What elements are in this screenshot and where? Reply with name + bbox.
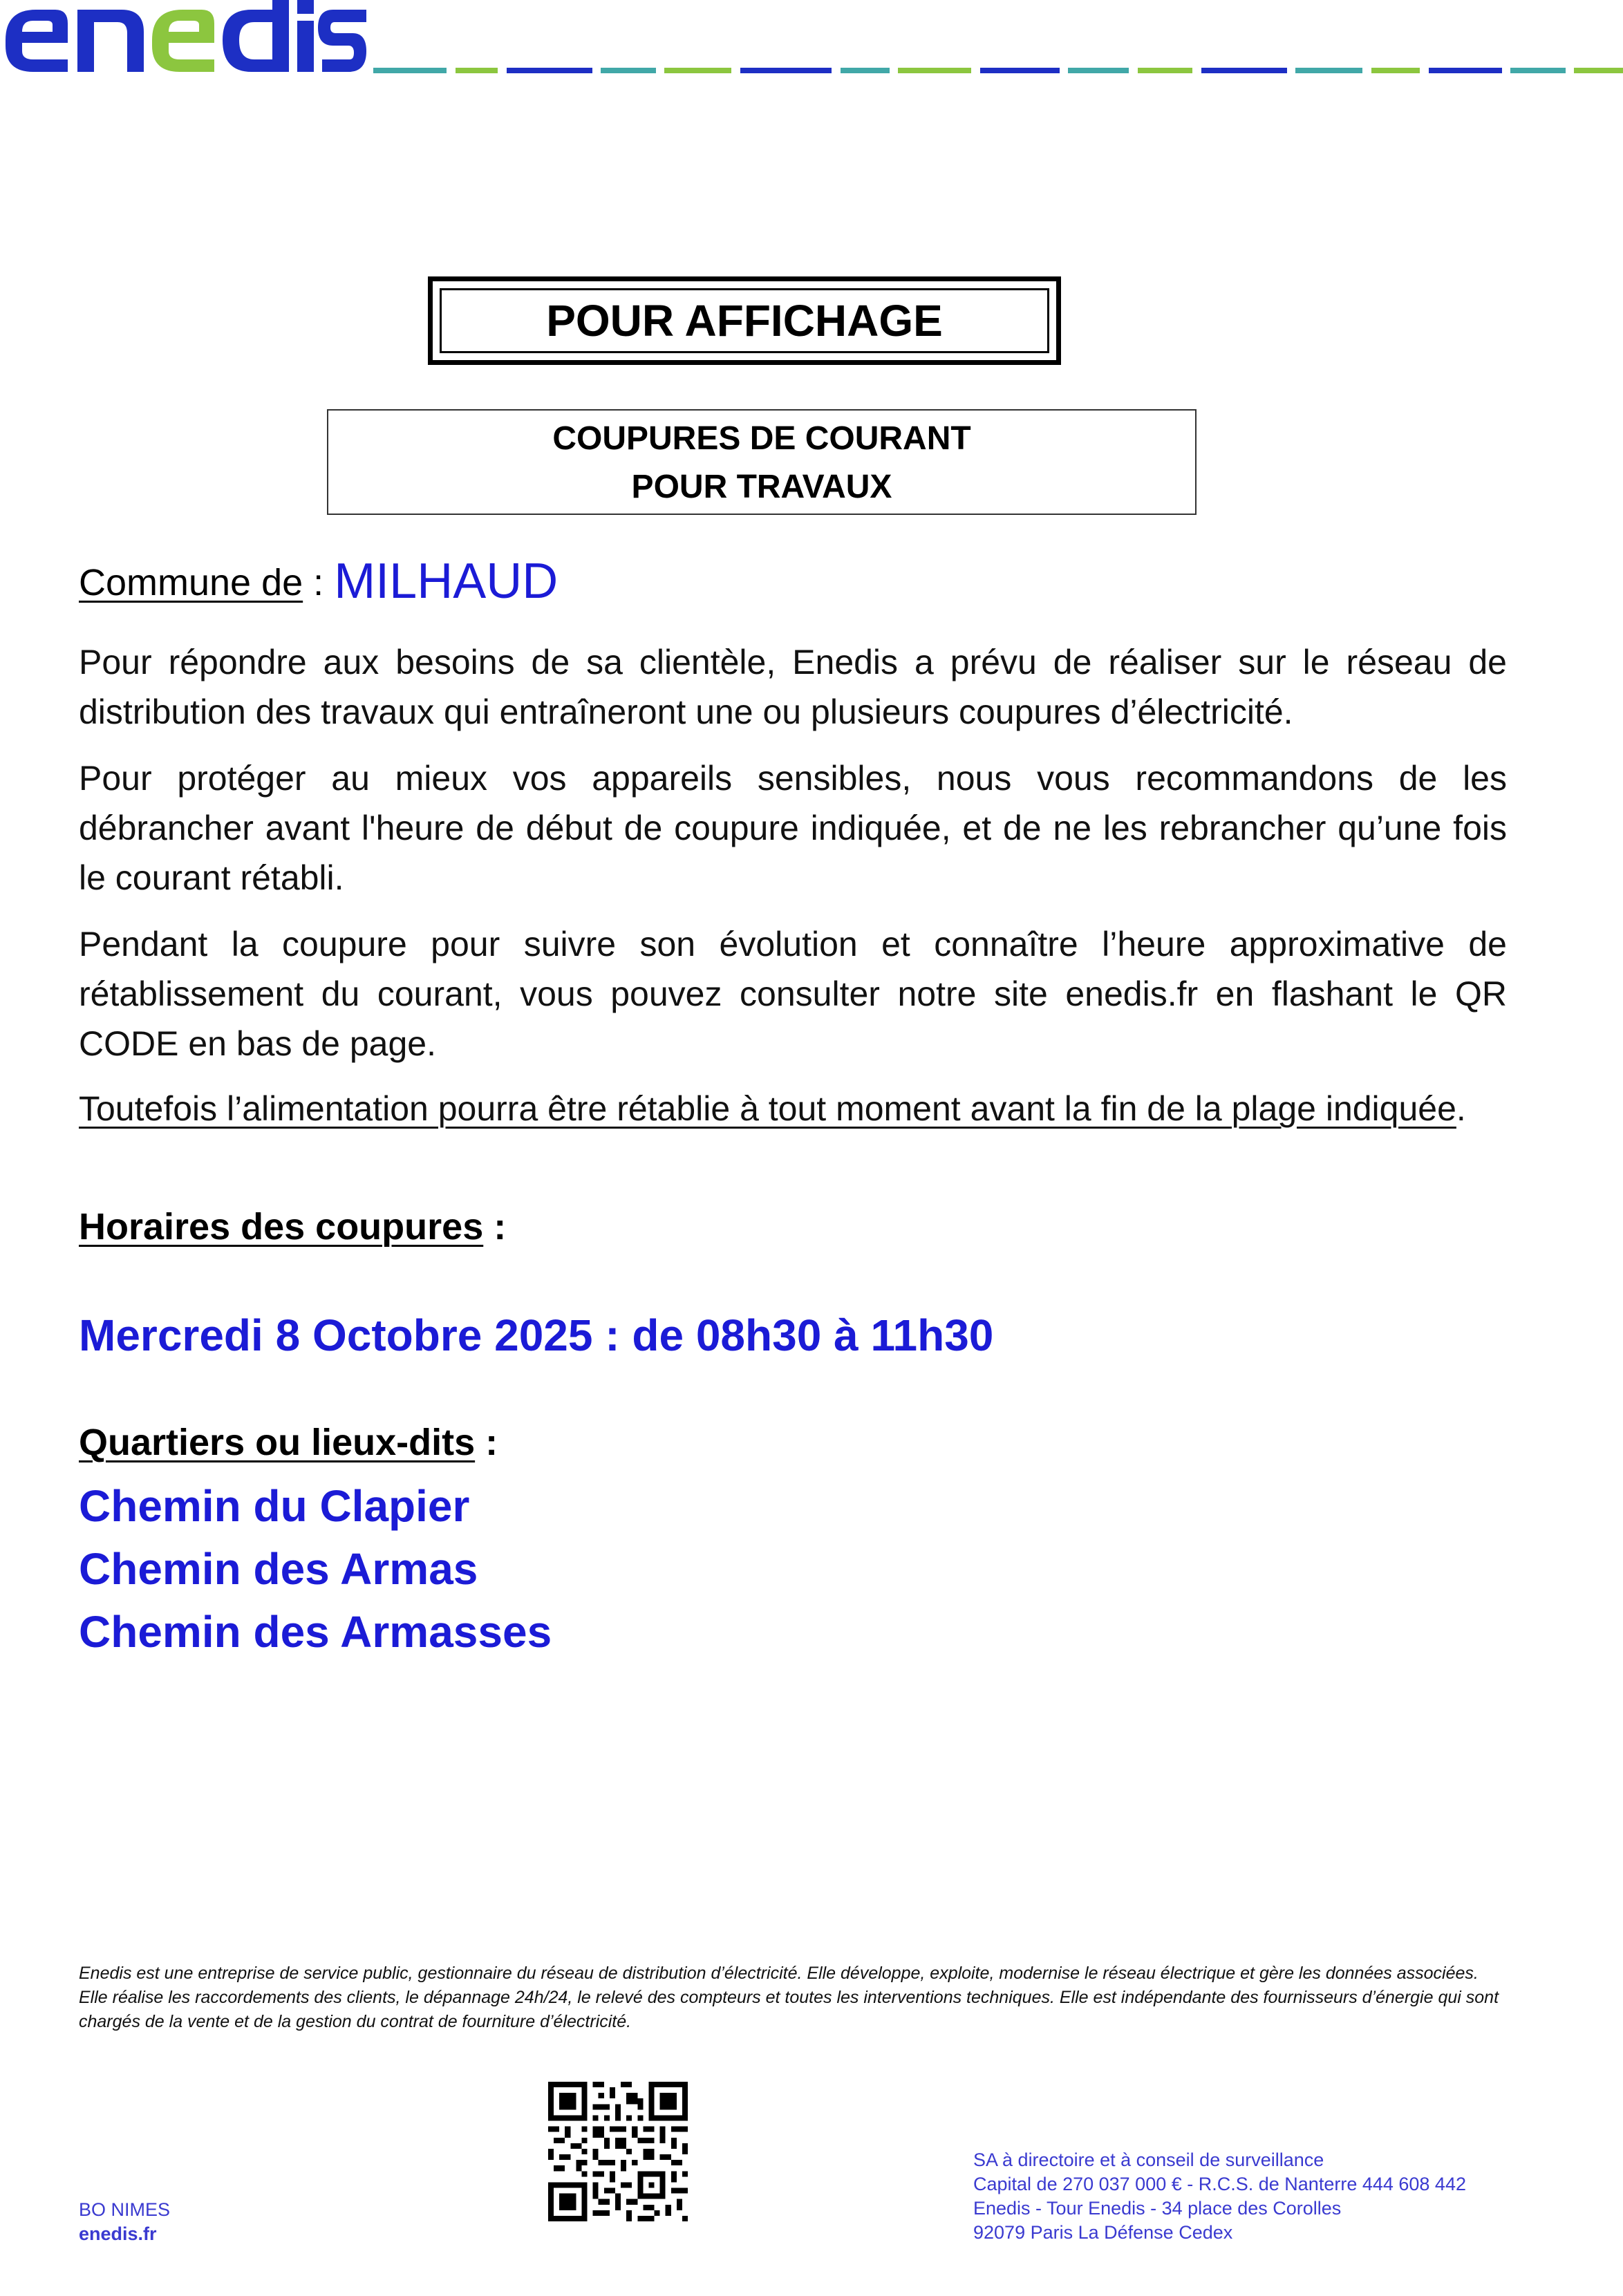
commune-name: MILHAUD — [334, 554, 559, 609]
commune-separator: : — [303, 562, 335, 603]
company-line: 92079 Paris La Défense Cedex — [973, 2222, 1233, 2243]
coupures-title-box — [327, 409, 1197, 515]
office-name: BO NIMES — [79, 2199, 171, 2220]
header-divider — [373, 68, 1623, 73]
company-line: Enedis - Tour Enedis - 34 place des Corolles — [973, 2198, 1342, 2219]
commune-line — [79, 553, 558, 610]
horaires-heading — [79, 1205, 506, 1248]
place-item: Chemin des Armas — [79, 1544, 478, 1594]
places-list — [79, 1475, 552, 1664]
footer-office — [79, 2198, 170, 2246]
quartiers-suffix: : — [475, 1422, 498, 1463]
quartiers-heading — [79, 1421, 498, 1464]
commune-label: Commune de — [79, 562, 303, 603]
horaires-label: Horaires des coupures — [79, 1206, 484, 1248]
place-item: Chemin du Clapier — [79, 1481, 470, 1531]
paragraph-warning — [79, 1084, 1507, 1133]
paragraph-warning-text: Toutefois l’alimentation pourra être rétablie à tout moment avant la fin de la plage indiquée — [79, 1089, 1456, 1128]
qr-code-icon[interactable] — [548, 2082, 688, 2221]
paragraph-qr-info: Pendant la coupure pour suivre son évolution et connaître l’heure approximative de rétablissement du courant, vous pouvez consulter notre site enedis.fr en flashant le QR CODE en bas de page. — [79, 925, 1507, 1063]
coupures-title-line1: COUPURES DE COURANT — [552, 420, 971, 457]
company-line: SA à directoire et à conseil de surveillance — [973, 2149, 1324, 2170]
place-item: Chemin des Armasses — [79, 1607, 552, 1657]
paragraph-warning-period: . — [1456, 1089, 1466, 1128]
enedis-logo-mark — [0, 0, 366, 80]
company-line: Capital de 270 037 000 € - R.C.S. de Nanterre 444 608 442 — [973, 2174, 1466, 2194]
website-link[interactable]: enedis.fr — [79, 2223, 157, 2244]
pour-affichage-box — [428, 276, 1061, 365]
enedis-logo — [0, 0, 366, 80]
footer-disclaimer: Enedis est une entreprise de service public, gestionnaire du réseau de distribution d’électricité. Elle développe, exploite, modernise le réseau électrique et gère les données associées. Elle réalise les raccordements des clients, le dépannage 24h/24, le relevé des compteurs et toutes les interventions techniques. Elle est indépendante des fournisseurs d’énergie qui sont chargés de la vente et de la gestion du contrat de fourniture d’électricité. — [79, 1964, 1499, 2031]
paragraph-protection: Pour protéger au mieux vos appareils sensibles, nous vous recommandons de les débrancher avant l'heure de début de coupure indiquée, et de ne les rebrancher qu’une fois le courant rétabli. — [79, 759, 1507, 897]
paragraph-intro: Pour répondre aux besoins de sa clientèle, Enedis a prévu de réaliser sur le réseau de distribution des travaux qui entraîneront une ou plusieurs coupures d’électricité. — [79, 643, 1507, 731]
horaires-suffix: : — [483, 1206, 507, 1248]
quartiers-label: Quartiers ou lieux-dits — [79, 1422, 476, 1463]
footer-company-info — [973, 2148, 1466, 2245]
schedule-text: Mercredi 8 Octobre 2025 : de 08h30 à 11h30 — [79, 1310, 994, 1360]
pour-affichage-label: POUR AFFICHAGE — [440, 288, 1049, 353]
coupures-title-line2: POUR TRAVAUX — [631, 469, 892, 505]
